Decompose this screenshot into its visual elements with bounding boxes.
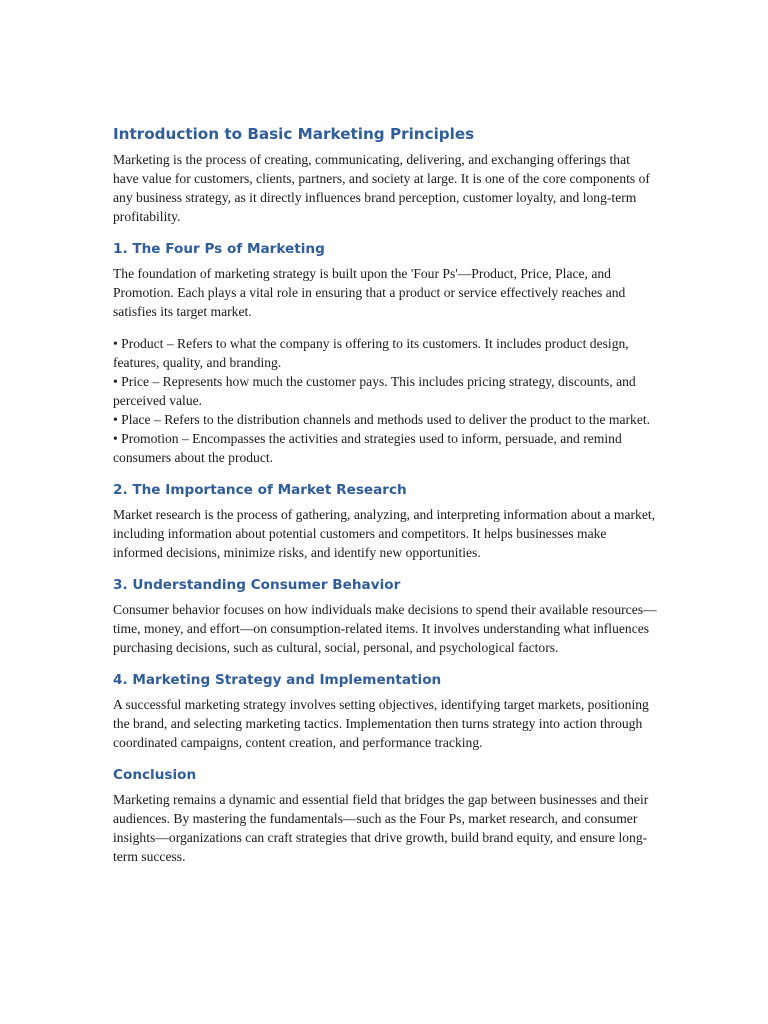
section-heading-market-research: 2. The Importance of Market Research [113,482,407,498]
section-body-market-research: Market research is the process of gathering, analyzing, and interpreting information about a market, including information about potential customers and competitors. It helps businesses make informed decisions, minimize risks, and identify new opportunities. [113,507,656,560]
bullet-price: • Price – Represents how much the customer pays. This includes pricing strategy, discounts, and perceived value. [113,374,636,408]
section-heading-conclusion: Conclusion [113,767,197,783]
section-body-strategy: A successful marketing strategy involves setting objectives, identifying target markets, positioning the brand, and selecting marketing tactics. Implementation then turns strategy into action through coordinated campaigns, content creation, and performance tracking. [113,697,649,750]
four-ps-bullet-list [113,334,658,467]
section-heading-consumer-behavior: 3. Understanding Consumer Behavior [113,577,401,593]
section-heading-strategy: 4. Marketing Strategy and Implementation [113,672,442,688]
document-title: Introduction to Basic Marketing Principles [113,125,475,143]
section-heading-four-ps: 1. The Four Ps of Marketing [113,241,325,257]
bullet-product: • Product – Refers to what the company is offering to its customers. It includes product design, features, quality, and branding. [113,336,629,370]
section-body-conclusion: Marketing remains a dynamic and essential field that bridges the gap between businesses and their audiences. By mastering the fundamentals—such as the Four Ps, market research, and consumer insights—organizations can craft strategies that drive growth, build brand equity, and ensure long-term success. [113,792,649,864]
bullet-promotion: • Promotion – Encompasses the activities and strategies used to inform, persuade, and remind consumers about the product. [113,431,622,465]
section-body-four-ps: The foundation of marketing strategy is built upon the 'Four Ps'—Product, Price, Place, and Promotion. Each plays a vital role in ensuring that a product or service effectively reaches and satisfies its target market. [113,266,626,319]
intro-paragraph: Marketing is the process of creating, communicating, delivering, and exchanging offerings that have value for customers, clients, partners, and society at large. It is one of the core components of any business strategy, as it directly influences brand perception, customer loyalty, and long-term profitability. [113,152,650,224]
section-body-consumer-behavior: Consumer behavior focuses on how individuals make decisions to spend their available resources—time, money, and effort—on consumption-related items. It involves understanding what influences purchasing decisions, such as cultural, social, personal, and psychological factors. [113,602,657,655]
bullet-place: • Place – Refers to the distribution channels and methods used to deliver the product to the market. [113,412,651,427]
document-page [113,122,658,866]
